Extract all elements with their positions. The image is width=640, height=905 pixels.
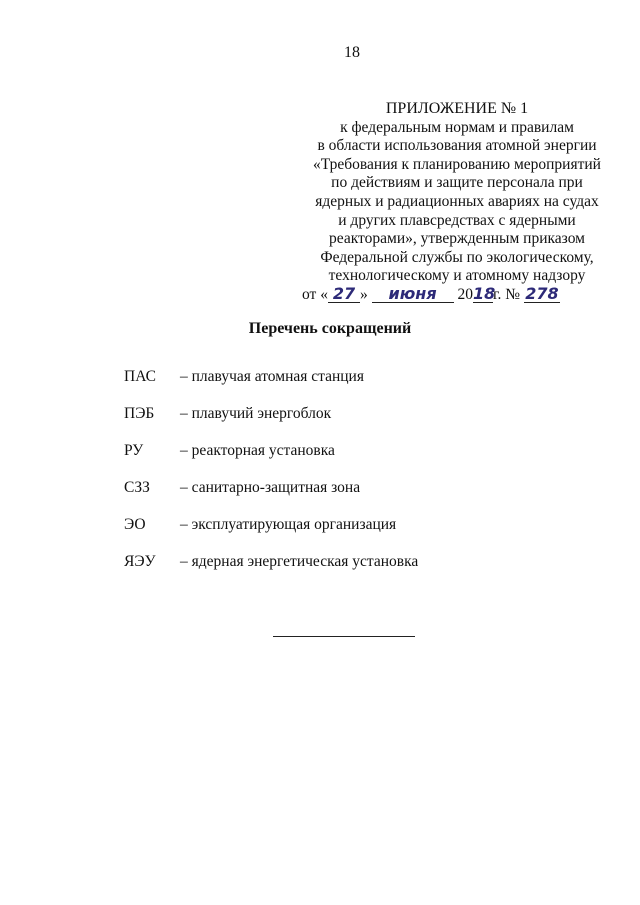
appendix-heading: ПРИЛОЖЕНИЕ № 1 [385,100,529,117]
abbreviation-code: РУ [124,442,144,459]
appendix-line: технологическому и атомному надзору [328,267,586,285]
appendix-line: «Требования к планированию мероприятий [313,155,601,173]
handwritten-year: 18 [472,283,496,303]
page-number: 18 [344,44,360,61]
list-item [124,368,604,405]
page-title: Перечень сокращений [248,320,412,337]
order-date-line [292,283,622,305]
abbreviation-description: – ядерная энергетическая установка [180,553,419,570]
abbreviation-description: – плавучая атомная станция [180,368,364,385]
date-quote-close: » [359,285,368,303]
appendix-line: и других плавсредствах с ядерными [338,211,576,229]
appendix-line: ядерных и радиационных авариях на судах [315,192,599,210]
handwritten-order-number: 278 [525,283,559,303]
abbreviation-code: ПАС [124,368,156,385]
year-prefix: 20 [457,285,473,303]
handwritten-day: 27 [328,286,360,303]
order-number-label: г. № [492,285,521,303]
appendix-block [292,100,622,305]
abbreviation-code: ЭО [124,516,146,533]
abbreviation-description: – плавучий энергоблок [180,405,332,422]
appendix-line: Федеральной службы по экологическому, [320,248,594,266]
end-separator-line [273,636,415,637]
appendix-line: реакторами», утвержденным приказом [329,230,585,248]
appendix-line: в области использования атомной энергии [317,137,597,155]
list-item [124,405,604,442]
abbreviation-description: – реакторная установка [180,442,335,459]
abbreviation-code: СЗЗ [124,479,150,496]
abbreviation-list [124,368,604,590]
abbreviation-description: – эксплуатирующая организация [180,516,397,533]
appendix-line: к федеральным нормам и правилам [340,118,574,136]
abbreviation-description: – санитарно-защитная зона [180,479,361,496]
list-item [124,553,604,590]
abbreviation-code: ПЭБ [124,405,155,422]
list-item [124,479,604,516]
list-item [124,442,604,479]
abbreviation-code: ЯЭУ [124,553,156,570]
list-item [124,516,604,553]
handwritten-month: июня [372,286,454,303]
appendix-line: по действиям и защите персонала при [331,174,583,192]
date-prefix: от « [302,285,328,303]
